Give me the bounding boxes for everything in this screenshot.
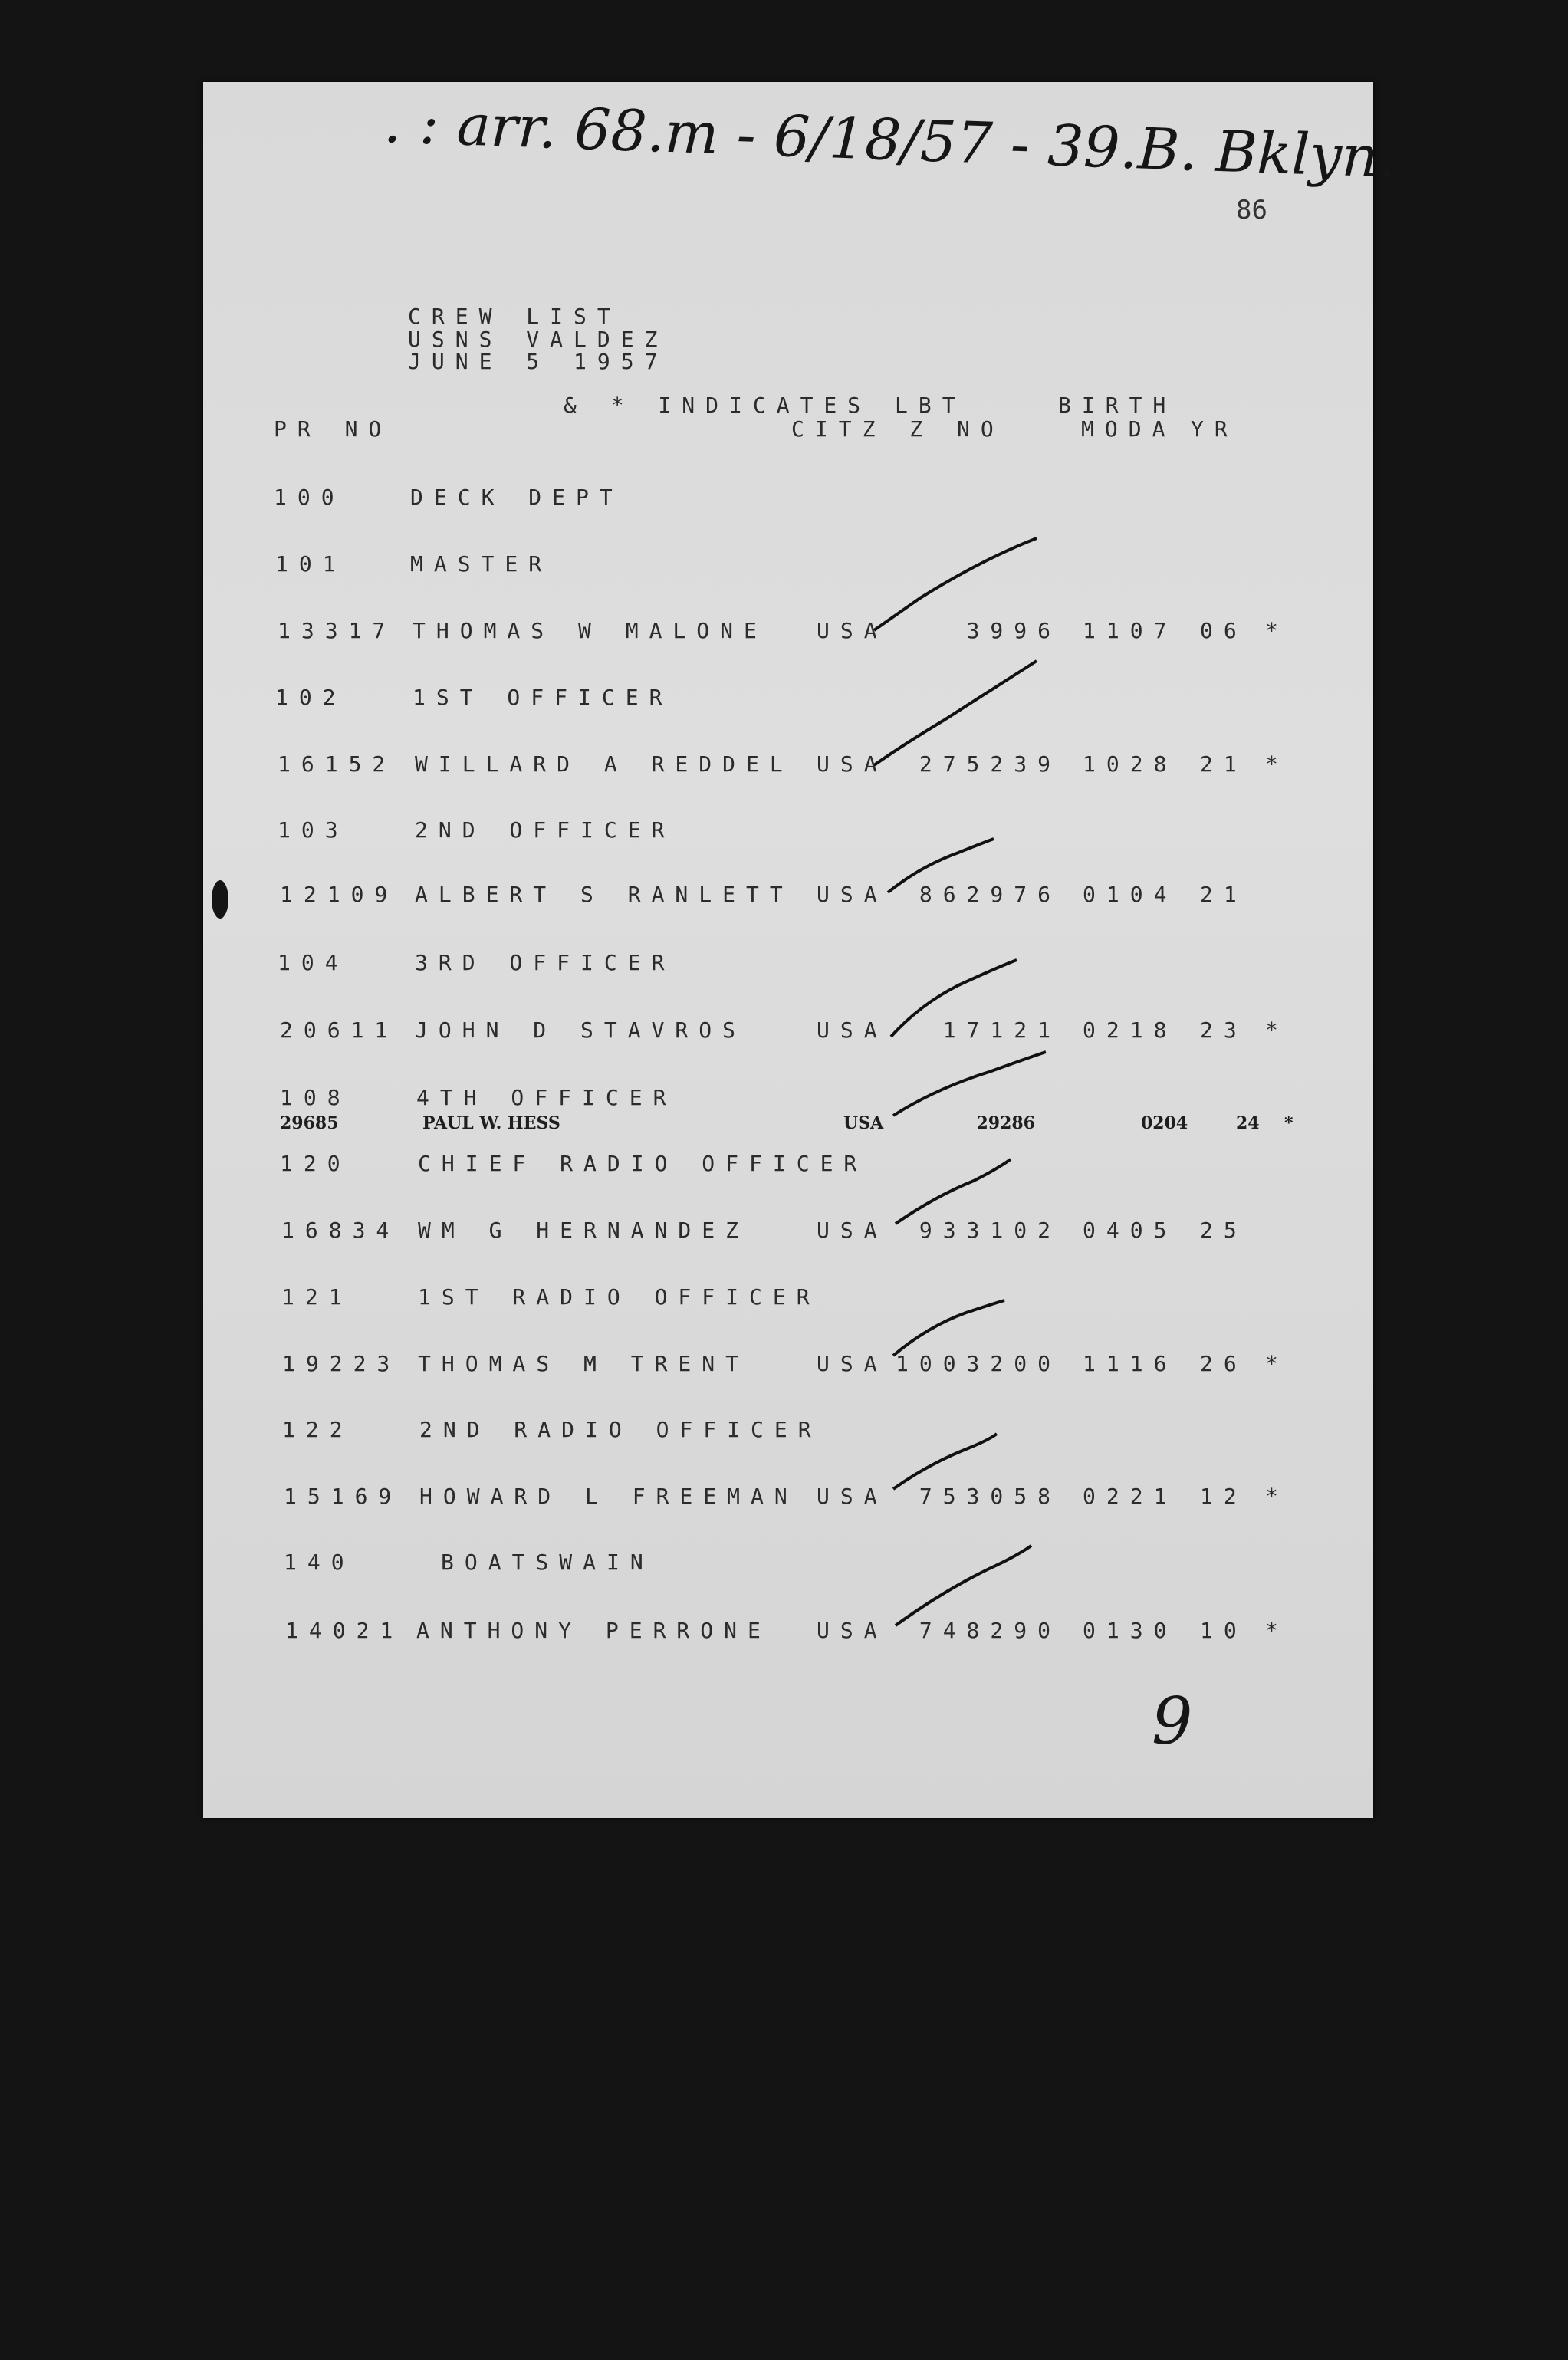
crew-name: ANTHONY PERRONE [416, 1618, 771, 1643]
z-number: 29286 [976, 1113, 1035, 1133]
crew-pr-number: 13317 [278, 618, 396, 643]
birth-moda: 0104 [1083, 882, 1178, 907]
column-moda: MODA [1081, 416, 1176, 442]
z-number: 275239 [919, 751, 1061, 777]
crew-name: ALBERT S RANLETT [415, 882, 794, 907]
position-title: 1ST RADIO OFFICER [418, 1284, 820, 1310]
birth-year: 12 [1200, 1484, 1247, 1509]
header-title: CREW LIST [408, 304, 621, 329]
crew-pr-number: 12109 [280, 882, 399, 907]
position-title: CHIEF RADIO OFFICER [418, 1151, 868, 1176]
citizenship: USA [817, 882, 888, 907]
birth-moda: 0218 [1083, 1017, 1178, 1043]
birth-moda: 0130 [1083, 1618, 1178, 1643]
crew-name: WILLARD A REDDEL [415, 751, 794, 777]
birth-year: 06 [1200, 618, 1247, 643]
position-code: 101 [275, 551, 347, 577]
citizenship: USA [817, 1218, 888, 1243]
z-number: 748290 [919, 1618, 1061, 1643]
citizenship: USA [817, 1618, 888, 1643]
birth-year: 24 [1236, 1113, 1260, 1133]
position-title: 2ND RADIO OFFICER [419, 1417, 822, 1442]
lbt-indicator: * [1265, 1351, 1289, 1376]
crew-pr-number: 19223 [282, 1351, 401, 1376]
birth-moda: 1028 [1083, 751, 1178, 777]
lbt-indicator: * [1265, 618, 1289, 643]
lbt-indicator: * [1265, 1618, 1289, 1643]
position-title: BOATSWAIN [441, 1550, 654, 1575]
z-number: 933102 [919, 1218, 1061, 1243]
birth-year: 23 [1200, 1017, 1247, 1043]
birth-moda: 0221 [1083, 1484, 1178, 1509]
column-citz-z-no: CITZ Z NO [791, 416, 1004, 442]
position-code: 103 [278, 817, 349, 843]
citizenship: USA [817, 1351, 888, 1376]
crew-pr-number: 16152 [278, 751, 396, 777]
column-yr: YR [1191, 416, 1238, 442]
position-title: 1ST OFFICER [413, 685, 673, 710]
birth-year: 26 [1200, 1351, 1247, 1376]
crew-pr-number: 20611 [280, 1017, 399, 1043]
page-edge-notch [212, 880, 228, 919]
position-code: 122 [282, 1417, 353, 1442]
crew-name: THOMAS W MALONE [413, 618, 768, 643]
position-code: 102 [275, 685, 347, 710]
birth-year: 21 [1200, 751, 1247, 777]
birth-year: 21 [1200, 882, 1247, 907]
position-code: 100 [274, 485, 345, 510]
column-pr-no: PR NO [274, 416, 393, 442]
header-vessel: USNS VALDEZ [408, 327, 669, 352]
birth-moda: 0204 [1141, 1113, 1188, 1133]
position-title: 3RD OFFICER [415, 950, 676, 975]
crew-name: THOMAS M TRENT [418, 1351, 750, 1376]
birth-moda: 1116 [1083, 1351, 1178, 1376]
position-title: DECK DEPT [410, 485, 623, 510]
birth-year: 10 [1200, 1618, 1247, 1643]
position-title: MASTER [410, 551, 553, 577]
crew-name: HOWARD L FREEMAN [419, 1484, 798, 1509]
position-code: 104 [278, 950, 349, 975]
citizenship: USA [817, 1017, 888, 1043]
citizenship: USA [817, 1484, 888, 1509]
z-number: 3996 [966, 618, 1061, 643]
lbt-indicator: * [1265, 1484, 1289, 1509]
column-birth: BIRTH [1058, 393, 1177, 418]
lbt-indicator: * [1265, 751, 1289, 777]
crew-name: JOHN D STAVROS [415, 1017, 747, 1043]
header-date: JUNE 5 1957 [408, 349, 669, 374]
position-title: 2ND OFFICER [415, 817, 676, 843]
z-number: 862976 [919, 882, 1061, 907]
position-title: 4TH OFFICER [416, 1085, 677, 1110]
handwritten-arrival-note: . : arr. 68.m - 6/18/57 - 39.B. Bklyn. [382, 89, 1398, 192]
lbt-indicator: * [1265, 1017, 1289, 1043]
crew-pr-number: 14021 [285, 1618, 404, 1643]
page-number-handwritten: 9 [1152, 1684, 1193, 1759]
position-code: 140 [284, 1550, 355, 1575]
z-number: 17121 [942, 1017, 1061, 1043]
position-code: 108 [280, 1085, 351, 1110]
column-indicates-lbt: & * INDICATES LBT [564, 393, 966, 418]
page-number-stamped: 86 [1236, 195, 1267, 225]
position-code: 120 [280, 1151, 351, 1176]
z-number: 1003200 [895, 1351, 1061, 1376]
birth-year: 25 [1200, 1218, 1247, 1243]
crew-list-page [203, 82, 1373, 1818]
lbt-indicator: * [1284, 1113, 1294, 1133]
crew-name: PAUL W. HESS [422, 1113, 560, 1133]
citizenship: USA [843, 1113, 884, 1133]
crew-name: WM G HERNANDEZ [418, 1218, 750, 1243]
citizenship: USA [817, 618, 888, 643]
birth-moda: 1107 [1083, 618, 1178, 643]
crew-pr-number: 15169 [284, 1484, 403, 1509]
z-number: 753058 [919, 1484, 1061, 1509]
position-code: 121 [281, 1284, 353, 1310]
crew-pr-number: 16834 [281, 1218, 400, 1243]
citizenship: USA [817, 751, 888, 777]
birth-moda: 0405 [1083, 1218, 1178, 1243]
crew-pr-number: 29685 [280, 1113, 339, 1133]
